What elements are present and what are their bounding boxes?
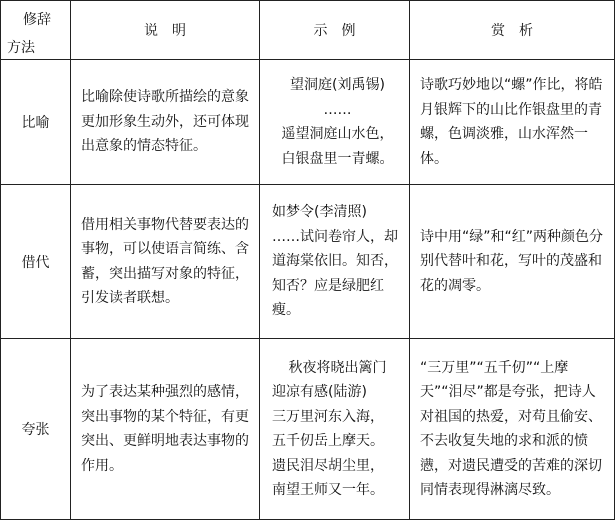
analysis-cell: “三万里”“五千仞”“上摩天”“泪尽”都是夸张，把诗人对祖国的热爱，对苟且偷安、不去收复失地的求和派的愤懑，对遗民遭受的苦难的深切同情表现得淋漓尽致。 (410, 339, 615, 520)
example-line: 三万里河东入海， (272, 408, 384, 425)
example-title: 望洞庭(刘禹锡) (290, 77, 385, 93)
explanation-cell: 比喻除使诗歌所描绘的意象更加形象生动外，还可体现出意象的情态特征。 (71, 60, 260, 185)
analysis-cell: 诗歌巧妙地以“螺”作比，将皓月银辉下的山比作银盘里的青螺，色调淡雅，山水浑然一体。 (410, 60, 615, 185)
term-cell: 借代 (1, 185, 71, 339)
header-example: 示例 (260, 1, 410, 60)
explanation-cell: 为了表达某种强烈的感情，突出事物的某个特征，有更突出、更鲜明地表达事物的作用。 (71, 339, 260, 520)
analysis-cell: 诗中用“绿”和“红”两种颜色分别代替叶和花，写叶的茂盛和花的凋零。 (410, 185, 615, 339)
header-explanation: 说明 (71, 1, 260, 60)
example-line: 遥望洞庭山水色， (281, 126, 394, 142)
header-term-line1: 修辞 (23, 12, 51, 28)
example-text: ……试问卷帘人，却道海棠依旧。知否，知否？应是绿肥红瘦。 (272, 228, 398, 319)
table-row (1, 185, 615, 339)
table-row (1, 60, 615, 185)
example-title: 如梦令(李清照) (272, 204, 367, 221)
example-line: …… (323, 101, 352, 118)
header-analysis: 赏析 (410, 1, 615, 60)
header-term-cell (1, 1, 71, 60)
example-cell (260, 60, 410, 185)
header-term-line2: 方法 (7, 40, 35, 56)
example-title: 秋夜将晓出篱门 (288, 359, 387, 376)
example-line: 南望王师又一年。 (272, 482, 384, 498)
explanation-cell: 借用相关事物代替要表达的事物，可以使语言简练、含蓄，突出描写对象的特征，引发读者联想。 (71, 185, 260, 339)
example-line: 遗民泪尽胡尘里， (272, 457, 384, 474)
example-cell (260, 185, 410, 339)
example-cell (260, 339, 410, 520)
example-line: 白银盘里一青螺。 (281, 150, 394, 167)
header-row (1, 1, 615, 60)
example-title: 迎凉有感(陆游) (272, 384, 367, 400)
example-line: 五千仞岳上摩天。 (272, 433, 384, 449)
term-cell: 夸张 (1, 339, 71, 520)
term-cell: 比喻 (1, 60, 71, 185)
table-row (1, 339, 615, 520)
